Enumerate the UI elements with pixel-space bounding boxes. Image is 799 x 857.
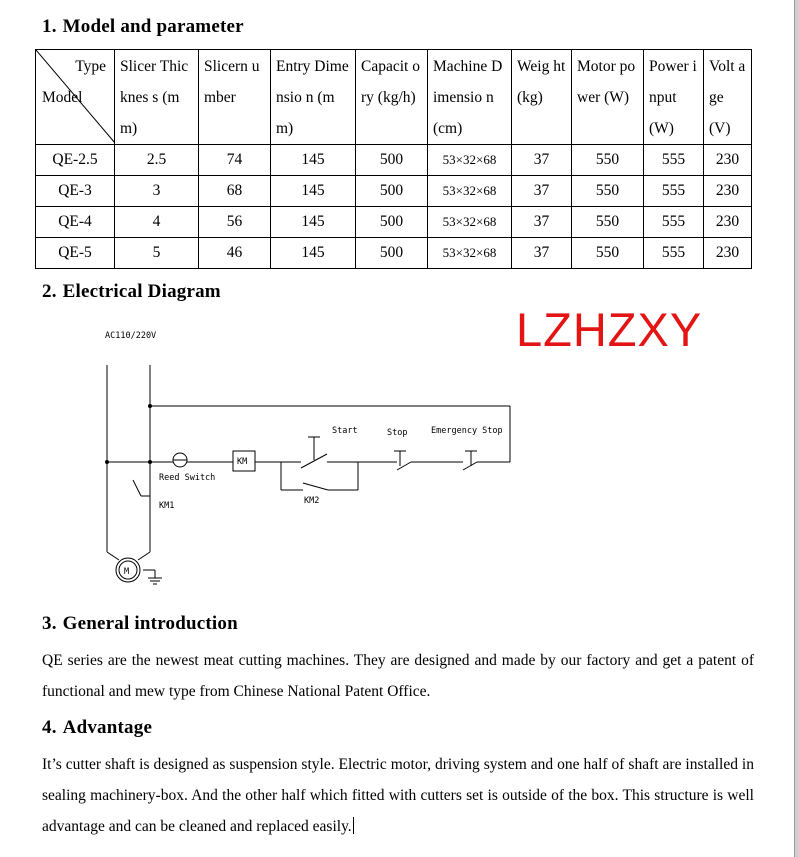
header-cell: Power input (W) (644, 50, 704, 145)
table-cell: 37 (512, 238, 572, 269)
table-cell: 5 (115, 238, 199, 269)
motor-lead-right (138, 552, 150, 560)
table-cell: 550 (572, 207, 644, 238)
page-shadow (795, 0, 799, 857)
section-heading-advantage: 4. Advantage (42, 717, 153, 738)
table-cell: 46 (199, 238, 271, 269)
header-cell: Motor power (W) (572, 50, 644, 145)
km1-label: KM1 (159, 501, 175, 511)
emergency-stop-label: Emergency Stop (431, 426, 503, 436)
table-cell: QE-4 (36, 207, 115, 238)
table-cell: 3 (115, 176, 199, 207)
km2-contact (303, 483, 328, 490)
table-cell: 550 (572, 145, 644, 176)
km-coil-label: KM (237, 457, 248, 467)
header-cell: Machine Dimensio n (cm) (428, 50, 512, 145)
table-cell: 555 (644, 207, 704, 238)
electrical-diagram (95, 320, 515, 590)
stop-label: Stop (387, 428, 408, 438)
section-heading-electrical: 2. Electrical Diagram (42, 281, 221, 302)
table-cell: 4 (115, 207, 199, 238)
text-cursor (353, 817, 355, 834)
motor-lead-left (107, 552, 119, 560)
advantage-paragraph[interactable] (42, 749, 754, 842)
table-cell: 555 (644, 145, 704, 176)
table-cell: 230 (704, 176, 752, 207)
table-row (36, 145, 752, 176)
table-cell: 500 (356, 145, 428, 176)
table-cell: 145 (271, 145, 356, 176)
table-cell: QE-3 (36, 176, 115, 207)
table-cell: 145 (271, 176, 356, 207)
parameter-table (35, 49, 752, 269)
table-cell: 145 (271, 207, 356, 238)
km2-label: KM2 (304, 496, 320, 506)
section-heading-intro: 3. General introduction (42, 613, 238, 634)
table-cell: 500 (356, 238, 428, 269)
table-cell: 500 (356, 207, 428, 238)
junction-dot (105, 460, 109, 464)
table-cell: 56 (199, 207, 271, 238)
header-cell: Weig ht (kg) (512, 50, 572, 145)
table-cell: 500 (356, 176, 428, 207)
header-cell: Slicer Thicknes s (mm) (115, 50, 199, 145)
estop-contact (463, 462, 477, 470)
table-cell: 550 (572, 176, 644, 207)
table-cell: 53×32×68 (428, 145, 512, 176)
table-cell: 53×32×68 (428, 238, 512, 269)
table-cell: 53×32×68 (428, 207, 512, 238)
section-heading-model: 1. Model and parameter (42, 16, 244, 37)
table-cell: 230 (704, 145, 752, 176)
table-cell: 53×32×68 (428, 176, 512, 207)
motor-label: M (124, 567, 130, 577)
table-row (36, 176, 752, 207)
table-cell: 37 (512, 176, 572, 207)
table-cell: QE-5 (36, 238, 115, 269)
reed-switch-label: Reed Switch (159, 473, 216, 483)
table-cell: 2.5 (115, 145, 199, 176)
advantage-text: It’s cutter shaft is designed as suspension style. Electric motor, driving system and one half of shaft are installed in sealing machinery-box. And the other half which fitted with cutters set is outside of the box. This structure is well advantage and can be cleaned and replaced easily. (42, 756, 754, 835)
table-cell: 68 (199, 176, 271, 207)
table-cell: 555 (644, 238, 704, 269)
start-label: Start (332, 426, 358, 436)
junction-dot (148, 404, 152, 408)
table-header-row (36, 50, 752, 145)
table-cell: 37 (512, 145, 572, 176)
table-cell: 74 (199, 145, 271, 176)
stop-contact (397, 462, 411, 470)
header-cell: Volt age (V) (704, 50, 752, 145)
watermark-text: LZHZXY (516, 303, 703, 356)
junction-dot (148, 460, 152, 464)
supply-label: AC110/220V (105, 331, 157, 341)
km1-contact (133, 480, 141, 496)
table-cell: 555 (644, 176, 704, 207)
corner-type-label: Type (75, 58, 106, 75)
header-cell: Capacit ory (kg/h) (356, 50, 428, 145)
corner-model-label: Model (42, 89, 83, 106)
corner-header-cell (36, 50, 115, 145)
table-cell: 37 (512, 207, 572, 238)
table-cell: QE-2.5 (36, 145, 115, 176)
table-cell: 550 (572, 238, 644, 269)
table-row (36, 238, 752, 269)
table-cell: 145 (271, 238, 356, 269)
intro-paragraph: QE series are the newest meat cutting machines. They are designed and made by our factory and get a patent of functional and mew type from Chinese National Patent Office. (42, 652, 754, 700)
table-row (36, 207, 752, 238)
table-cell: 230 (704, 238, 752, 269)
header-cell: Slicern umber (199, 50, 271, 145)
header-cell: Entry Dimensio n (mm) (271, 50, 356, 145)
table-cell: 230 (704, 207, 752, 238)
